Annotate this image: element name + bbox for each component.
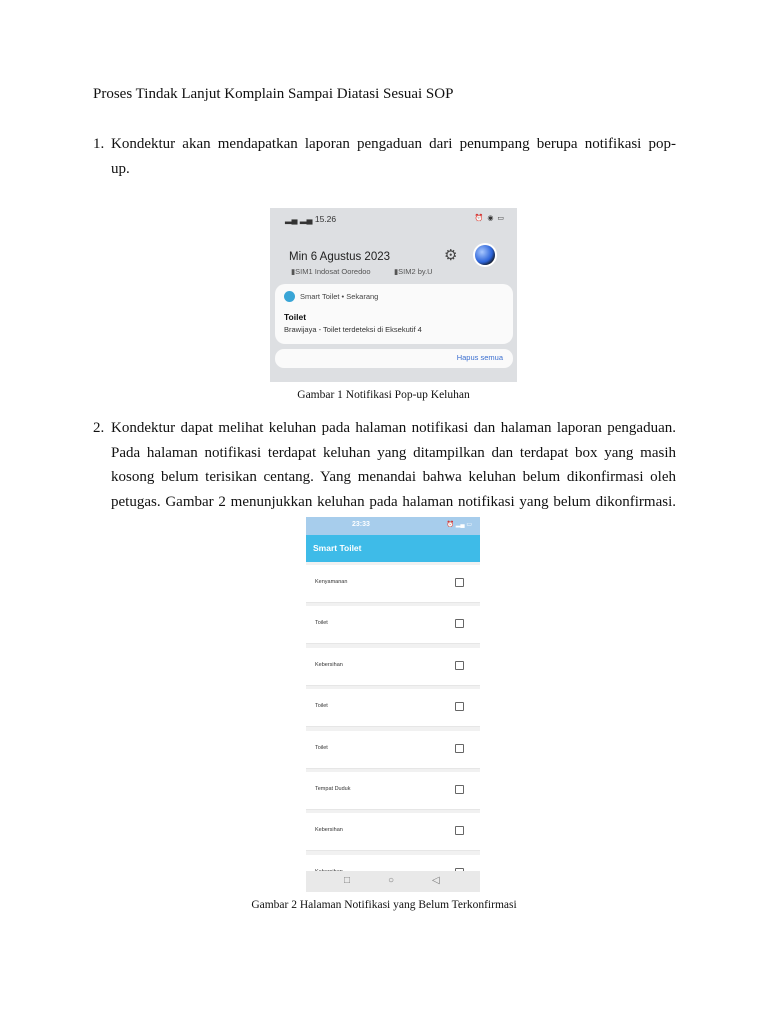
list-item[interactable] xyxy=(306,813,480,851)
list-item-label: Kebersihan xyxy=(315,661,343,668)
notification-body: Brawijaya - Toilet terdeteksi di Eksekutif 4 xyxy=(284,325,422,334)
navigation-bar xyxy=(306,871,480,892)
list-item[interactable] xyxy=(306,689,480,727)
avatar[interactable] xyxy=(475,245,495,265)
status-icons: ⏰ ▂▄ ▭ xyxy=(446,522,472,528)
checkbox-icon[interactable] xyxy=(455,785,464,794)
list-text xyxy=(111,132,676,181)
list-item-label: Toilet xyxy=(315,620,328,627)
notification-app-name: Smart Toilet • Sekarang xyxy=(300,292,379,301)
list-item[interactable] xyxy=(306,731,480,769)
checkbox-icon[interactable] xyxy=(455,744,464,753)
list-item-label: Kenyamanan xyxy=(315,579,348,585)
page-title: Proses Tindak Lanjut Komplain Sampai Diatasi Sesuai SOP xyxy=(93,86,454,102)
clear-all-button[interactable]: Hapus semua xyxy=(456,353,503,362)
status-time: 23:33 xyxy=(352,521,370,528)
status-bar-left xyxy=(285,214,336,225)
checkbox-icon[interactable] xyxy=(455,619,464,628)
list-item[interactable] xyxy=(306,772,480,810)
figure-1-caption: Gambar 1 Notifikasi Pop-up Keluhan xyxy=(297,389,470,401)
list-text: Kondektur dapat melihat keluhan pada halaman notifikasi dan halaman laporan pengaduan. Pada halaman notifikasi terdapat keluhan yang ditampilkan dan terdapat box yang masih kosong belum terisikan centang. Yang menandai bahwa keluhan belum dikonfirmasi oleh petugas. Gambar 2 menunjukkan keluhan pada halaman notifikasi yang belum dikonfirmasi. xyxy=(111,420,676,510)
list-item[interactable] xyxy=(306,648,480,686)
notification-card[interactable] xyxy=(275,284,513,344)
date-label: Min 6 Agustus 2023 xyxy=(289,251,391,263)
app-title: Smart Toilet xyxy=(313,543,362,553)
figure-2-app-screenshot xyxy=(306,517,480,892)
list-number: 1. xyxy=(93,136,105,152)
app-icon xyxy=(284,291,295,302)
checkbox-icon[interactable] xyxy=(455,702,464,711)
notification-list xyxy=(306,565,480,892)
status-bar-icons: ⏰ ◉ ▭ xyxy=(474,215,505,222)
list-item-2 xyxy=(93,416,676,514)
figure-2-caption: Gambar 2 Halaman Notifikasi yang Belum Terkonfirmasi xyxy=(251,899,517,911)
checkbox-icon[interactable] xyxy=(455,661,464,670)
sim2-label: ▮SIM2 by.U xyxy=(394,267,433,276)
list-item-1 xyxy=(93,132,676,181)
list-item-label: Toilet xyxy=(315,744,328,751)
figure-1-notification-screenshot xyxy=(270,208,517,382)
status-bar xyxy=(306,517,480,535)
square-icon[interactable]: □ xyxy=(344,875,351,886)
list-item-label: Kebersihan xyxy=(315,827,343,834)
list-item-label: Tempat Duduk xyxy=(315,785,351,792)
list-item-label: Toilet xyxy=(315,703,328,710)
checkbox-icon[interactable] xyxy=(455,826,464,835)
list-item[interactable] xyxy=(306,606,480,644)
gear-icon[interactable]: ⚙ xyxy=(444,247,458,264)
triangle-back-icon[interactable]: ◁ xyxy=(432,875,440,886)
app-bar xyxy=(306,535,480,562)
notification-title: Toilet xyxy=(284,312,307,322)
status-time: 15.26 xyxy=(314,214,337,224)
list-number: 2. xyxy=(93,420,105,436)
checkbox-icon[interactable] xyxy=(455,578,464,587)
clear-all-bar xyxy=(275,349,513,368)
circle-icon[interactable]: ○ xyxy=(388,875,395,886)
list-item[interactable] xyxy=(306,565,480,603)
list-text-line: up. xyxy=(111,160,130,177)
sim-card-icon: ▮ xyxy=(394,267,399,276)
sim-card-icon: ▮ xyxy=(291,267,296,276)
signal-icon: ▂▄ ▂▄ xyxy=(285,214,315,224)
list-text-line: Kondektur akan mendapatkan laporan pengaduan dari penumpang berupa notifikasi pop- xyxy=(111,136,676,152)
sim1-label: ▮SIM1 Indosat Ooredoo xyxy=(291,267,371,276)
